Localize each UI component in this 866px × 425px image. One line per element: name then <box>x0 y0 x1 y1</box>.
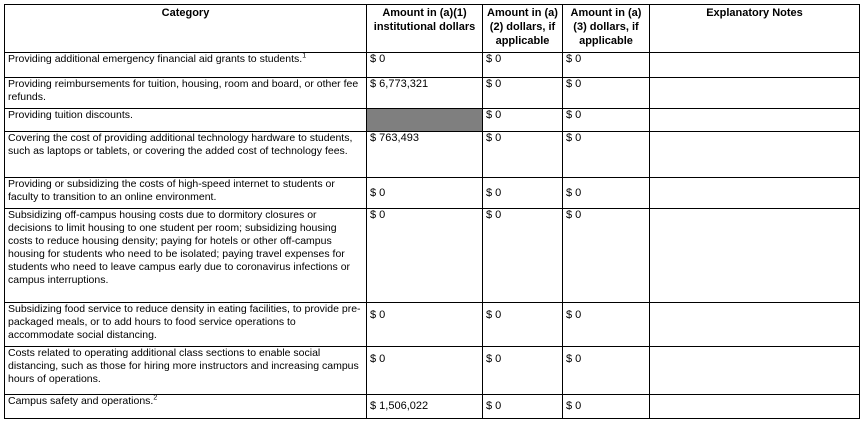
category-cell: Costs related to operating additional class sections to enable social distancing, such as those for hiring more instructors and increasing campus hours of operations. <box>5 347 367 395</box>
table-row <box>5 178 860 209</box>
notes-cell <box>650 109 860 132</box>
amount-a1-cell: $ 0 <box>367 53 483 78</box>
category-cell: Providing reimbursements for tuition, housing, room and board, or other fee refunds. <box>5 78 367 109</box>
category-cell: Campus safety and operations.$^2$ <box>5 395 367 419</box>
amount-a1-cell: $ 763,493 <box>367 132 483 178</box>
notes-cell <box>650 178 860 209</box>
notes-cell <box>650 132 860 178</box>
table-row <box>5 53 860 78</box>
amount-a1-cell: $ 0 <box>367 347 483 395</box>
amount-a2-cell: $ 0 <box>483 395 563 419</box>
amount-a1-cell-shaded <box>367 109 483 132</box>
table-row <box>5 303 860 347</box>
amount-a2-cell: $ 0 <box>483 347 563 395</box>
notes-cell <box>650 347 860 395</box>
category-cell: Providing additional emergency financial aid grants to students.$^1$ <box>5 53 367 78</box>
header-category: Category <box>5 5 367 53</box>
category-cell: Providing or subsidizing the costs of high-speed internet to students or faculty to transition to an online environment. <box>5 178 367 209</box>
amount-a3-cell: $ 0 <box>563 209 650 303</box>
amount-a2-cell: $ 0 <box>483 209 563 303</box>
notes-cell <box>650 303 860 347</box>
notes-cell <box>650 395 860 419</box>
notes-cell <box>650 78 860 109</box>
amount-a3-cell: $ 0 <box>563 109 650 132</box>
amount-a3-cell: $ 0 <box>563 178 650 209</box>
category-cell: Subsidizing food service to reduce density in eating facilities, to provide pre-packaged meals, or to add hours to food service operations to accommodate social distancing. <box>5 303 367 347</box>
header-row <box>5 5 860 53</box>
amount-a3-cell: $ 0 <box>563 53 650 78</box>
amount-a1-cell: $ 0 <box>367 303 483 347</box>
table-row <box>5 78 860 109</box>
amount-a1-cell: $ 1,506,022 <box>367 395 483 419</box>
header-amount-a2: Amount in (a)(2) dollars, if applicable <box>483 5 563 53</box>
table-row <box>5 132 860 178</box>
header-explanatory-notes: Explanatory Notes <box>650 5 860 53</box>
notes-cell <box>650 209 860 303</box>
amount-a1-cell: $ 6,773,321 <box>367 78 483 109</box>
amount-a3-cell: $ 0 <box>563 303 650 347</box>
amount-a3-cell: $ 0 <box>563 395 650 419</box>
amount-a3-cell: $ 0 <box>563 78 650 109</box>
header-amount-a3: Amount in (a)(3) dollars, if applicable <box>563 5 650 53</box>
header-amount-a1: Amount in (a)(1) institutional dollars <box>367 5 483 53</box>
table-row <box>5 109 860 132</box>
expenditure-table <box>4 4 860 419</box>
amount-a3-cell: $ 0 <box>563 347 650 395</box>
amount-a2-cell: $ 0 <box>483 132 563 178</box>
amount-a2-cell: $ 0 <box>483 303 563 347</box>
amount-a2-cell: $ 0 <box>483 109 563 132</box>
amount-a2-cell: $ 0 <box>483 178 563 209</box>
table-row <box>5 209 860 303</box>
notes-cell <box>650 53 860 78</box>
category-cell: Subsidizing off-campus housing costs due to dormitory closures or decisions to limit housing to one student per room; subsidizing housing costs to reduce housing density; paying for hotels or other off-campus housing for students who need to be isolated; paying travel expenses for students who need to leave campus early due to coronavirus infections or campus interruptions. <box>5 209 367 303</box>
category-cell: Covering the cost of providing additional technology hardware to students, such as laptops or tablets, or covering the added cost of technology fees. <box>5 132 367 178</box>
amount-a3-cell: $ 0 <box>563 132 650 178</box>
amount-a2-cell: $ 0 <box>483 53 563 78</box>
footnote-marker: 1 <box>302 52 307 60</box>
amount-a1-cell: $ 0 <box>367 178 483 209</box>
amount-a1-cell: $ 0 <box>367 209 483 303</box>
category-cell: Providing tuition discounts. <box>5 109 367 132</box>
table-row <box>5 347 860 395</box>
table-row <box>5 395 860 419</box>
footnote-marker: 2 <box>153 394 158 402</box>
amount-a2-cell: $ 0 <box>483 78 563 109</box>
